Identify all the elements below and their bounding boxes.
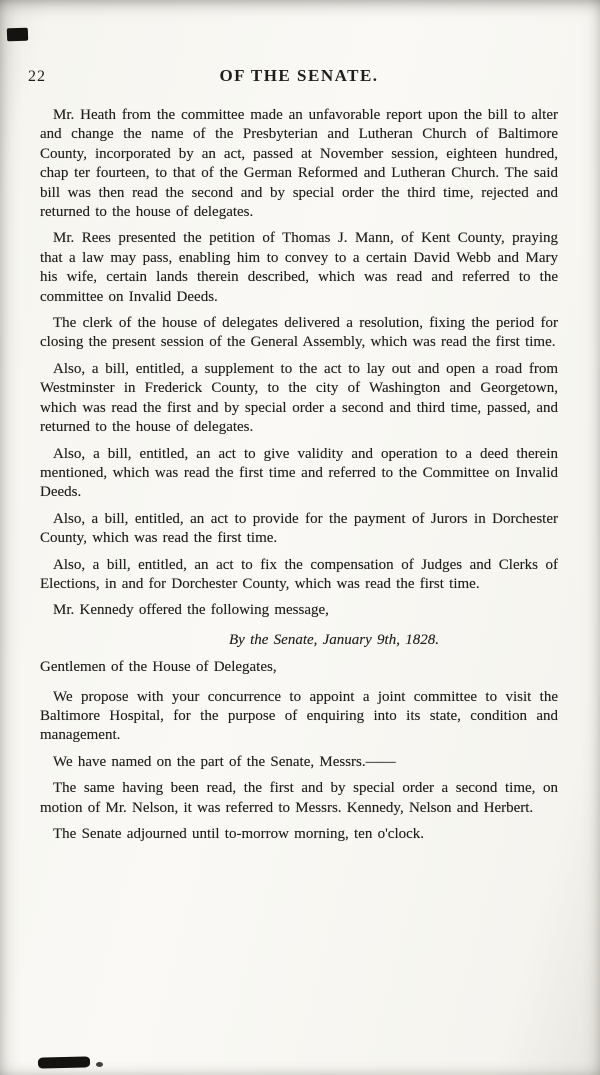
page-body <box>40 106 558 844</box>
ink-blot-artifact <box>7 28 28 42</box>
paragraph-bill-elections: Also, a bill, entitled, an act to fix the compensation of Judges and Clerks of Elections, in and for Dorchester County, which was read the first time. <box>40 556 558 592</box>
ink-speck-artifact <box>96 1062 103 1067</box>
paragraph-bill-deed-validity: Also, a bill, entitled, an act to give validity and operation to a deed therein mentioned, which was read the first time and referred to the Committee on Invalid Deeds. <box>40 445 558 501</box>
paragraph-referred: The same having been read, the first and by special order a second time, on motion of Mr. Nelson, it was referred to Messrs. Kennedy, Nelson and Herbert. <box>40 780 558 816</box>
paragraph-message-named: We have named on the part of the Senate, Messrs.—— <box>53 753 396 770</box>
paragraph-bill-jurors: Also, a bill, entitled, an act to provide for the payment of Jurors in Dorchester County, which was read the first time. <box>40 510 558 547</box>
paragraph-kennedy-message: Mr. Kennedy offered the following message, <box>53 602 329 619</box>
page-header <box>28 66 558 92</box>
running-header: OF THE SENATE. <box>219 66 379 85</box>
ink-blot-artifact <box>38 1056 90 1068</box>
paragraph-heath-report: Mr. Heath from the committee made an unfavorable report upon the bill to alter and change the name of the Presbyterian and Lutheran Church of Baltimore County, incorporated by an act, passed at November session, eighteen hundred, chap ter fourteen, to that of the German Reformed and Lutheran Church. The said bill was then read the second and by special order the third time, rejected and returned to the house of delegates. <box>40 107 558 221</box>
paragraph-adjourned: The Senate adjourned until to-morrow morning, ten o'clock. <box>53 826 425 842</box>
paragraph-message-propose: We propose with your concurrence to appoint a joint committee to visit the Baltimore Hospital, for the purpose of enquiring into its state, condition and management. <box>40 688 558 744</box>
paragraph-bill-road: Also, a bill, entitled, a supplement to the act to lay out and open a road from Westminster in Frederick County, to the city of Washington and Georgetown, which was read the first and by special order a second and third time, passed, and returned to the house of delegates. <box>40 360 558 436</box>
paragraph-rees-petition: Mr. Rees presented the petition of Thomas J. Mann, of Kent County, praying that a law may pass, enabling him to convey to a certain David Webb and Mary his wife, certain lands therein described, which was read and referred to the committee on Invalid Deeds. <box>40 230 558 305</box>
message-dateline: By the Senate, January 9th, 1828. <box>229 631 439 648</box>
page-number: 22 <box>28 68 46 85</box>
message-salutation: Gentlemen of the House of Delegates, <box>40 659 277 676</box>
paragraph-clerk-resolution: The clerk of the house of delegates delivered a resolution, fixing the period for closing the present session of the General Assembly, which was read the first time. <box>40 315 558 351</box>
